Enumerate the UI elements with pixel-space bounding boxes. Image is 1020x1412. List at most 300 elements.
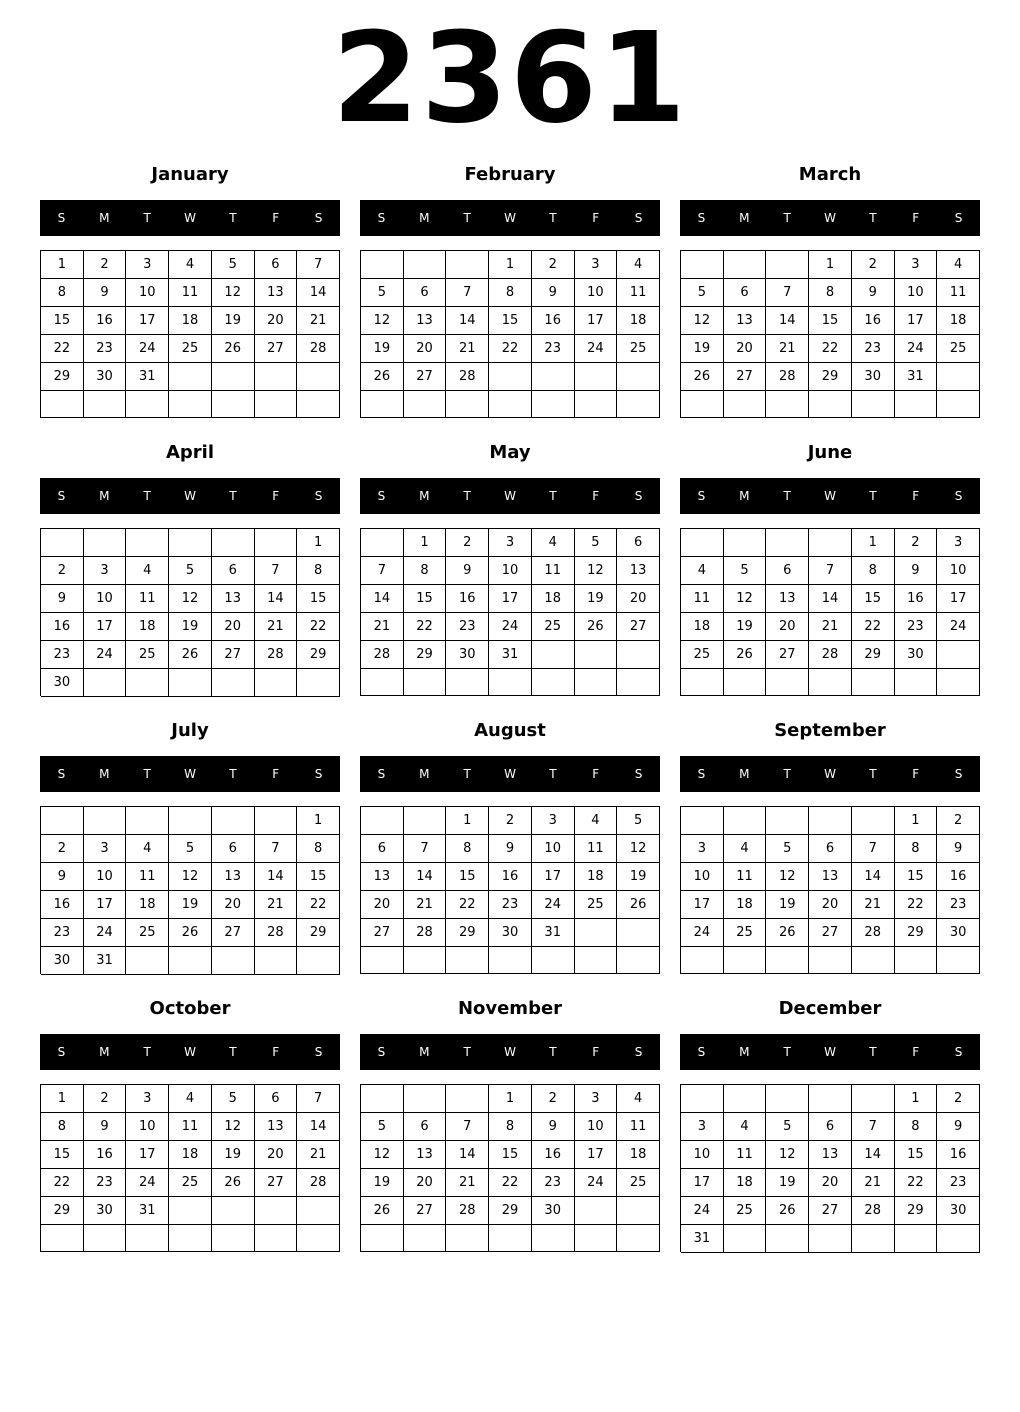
day-cell: 22 (895, 891, 938, 919)
day-cell: 7 (361, 557, 404, 585)
day-cell: 30 (84, 363, 127, 391)
day-cell: 2 (84, 1085, 127, 1113)
month-name: March (798, 164, 862, 185)
day-cell: 25 (617, 1169, 660, 1197)
day-cell: 2 (852, 251, 895, 279)
day-cell: 2 (937, 807, 980, 835)
empty-cell (446, 1225, 489, 1252)
day-cell: 7 (297, 1085, 340, 1113)
day-cell: 6 (255, 1085, 298, 1113)
day-cell: 1 (489, 251, 532, 279)
month-october (40, 994, 340, 1218)
day-cell: 15 (489, 1141, 532, 1169)
day-cell: 27 (404, 363, 447, 391)
weekday-header (40, 1034, 340, 1070)
day-cell: 28 (852, 1197, 895, 1225)
weekday-label: W (824, 489, 836, 503)
empty-cell (681, 251, 724, 279)
day-cell: 31 (532, 919, 575, 947)
day-cell: 29 (809, 363, 852, 391)
day-cell: 30 (895, 641, 938, 669)
empty-cell (681, 669, 724, 696)
day-cell: 25 (169, 1169, 212, 1197)
day-cell: 27 (724, 363, 767, 391)
empty-cell (126, 669, 169, 697)
day-cell: 11 (617, 279, 660, 307)
day-cell: 12 (617, 835, 660, 863)
day-cell: 1 (895, 1085, 938, 1113)
day-cell: 11 (532, 557, 575, 585)
day-cell: 28 (404, 919, 447, 947)
weekday-label: W (184, 767, 196, 781)
day-cell: 21 (809, 613, 852, 641)
weekday-label: T (869, 489, 877, 503)
weekday-header (360, 200, 660, 236)
day-cell: 20 (212, 613, 255, 641)
weekday-label: S (697, 1045, 706, 1059)
day-cell: 18 (169, 307, 212, 335)
weekday-label: S (634, 489, 643, 503)
weekday-label: M (739, 489, 750, 503)
day-cell: 20 (404, 335, 447, 363)
weekday-label: T (229, 767, 237, 781)
day-grid (680, 250, 980, 418)
day-cell: 10 (126, 1113, 169, 1141)
day-cell: 26 (766, 1197, 809, 1225)
weekday-header (40, 478, 340, 514)
month-july (40, 716, 340, 968)
month-march (680, 160, 980, 384)
day-cell: 13 (809, 863, 852, 891)
day-cell: 23 (84, 335, 127, 363)
weekday-header (680, 1034, 980, 1070)
day-cell: 15 (809, 307, 852, 335)
weekday-label: S (314, 489, 323, 503)
weekday-label: T (463, 489, 471, 503)
day-cell: 24 (681, 1197, 724, 1225)
day-cell: 29 (489, 1197, 532, 1225)
empty-cell (169, 947, 212, 975)
day-cell: 10 (489, 557, 532, 585)
day-cell: 5 (169, 557, 212, 585)
day-cell: 20 (255, 1141, 298, 1169)
day-cell: 18 (937, 307, 980, 335)
weekday-label: W (184, 489, 196, 503)
empty-cell (361, 807, 404, 835)
empty-cell (297, 1225, 340, 1252)
day-cell: 5 (361, 279, 404, 307)
day-cell: 31 (126, 363, 169, 391)
weekday-label: F (592, 767, 600, 781)
day-cell: 3 (681, 1113, 724, 1141)
day-cell: 11 (724, 1141, 767, 1169)
day-cell: 27 (212, 641, 255, 669)
weekday-label: M (419, 1045, 430, 1059)
day-cell: 6 (212, 835, 255, 863)
day-cell: 23 (446, 613, 489, 641)
day-cell: 21 (255, 613, 298, 641)
day-cell: 21 (297, 307, 340, 335)
day-cell: 30 (937, 919, 980, 947)
day-cell: 26 (212, 1169, 255, 1197)
day-cell: 20 (809, 891, 852, 919)
day-cell: 6 (809, 1113, 852, 1141)
day-cell: 7 (852, 835, 895, 863)
day-cell: 20 (255, 307, 298, 335)
weekday-label: M (99, 211, 110, 225)
day-cell: 15 (297, 585, 340, 613)
day-cell: 22 (404, 613, 447, 641)
day-cell: 12 (681, 307, 724, 335)
day-cell: 1 (895, 807, 938, 835)
day-cell: 18 (617, 1141, 660, 1169)
day-cell: 31 (126, 1197, 169, 1225)
weekday-header (680, 200, 980, 236)
day-cell: 26 (681, 363, 724, 391)
day-cell: 11 (169, 279, 212, 307)
day-cell: 16 (489, 863, 532, 891)
empty-cell (766, 947, 809, 974)
day-cell: 30 (84, 1197, 127, 1225)
day-cell: 22 (446, 891, 489, 919)
weekday-label: S (634, 767, 643, 781)
day-cell: 10 (84, 863, 127, 891)
empty-cell (41, 391, 84, 418)
empty-cell (41, 1225, 84, 1252)
empty-cell (169, 391, 212, 418)
day-cell: 18 (575, 863, 618, 891)
day-cell: 5 (681, 279, 724, 307)
empty-cell (809, 1225, 852, 1253)
day-cell: 11 (617, 1113, 660, 1141)
weekday-label: S (697, 489, 706, 503)
empty-cell (809, 529, 852, 557)
empty-cell (489, 1225, 532, 1252)
day-cell: 25 (617, 335, 660, 363)
day-cell: 28 (446, 1197, 489, 1225)
day-cell: 5 (766, 835, 809, 863)
month-name: April (165, 442, 215, 463)
weekday-label: T (229, 489, 237, 503)
day-cell: 23 (532, 1169, 575, 1197)
empty-cell (84, 669, 127, 697)
weekday-label: T (549, 1045, 557, 1059)
day-cell: 29 (41, 363, 84, 391)
empty-cell (169, 1225, 212, 1252)
day-cell: 23 (895, 613, 938, 641)
weekday-label: S (954, 1045, 963, 1059)
weekday-label: W (824, 767, 836, 781)
day-cell: 5 (575, 529, 618, 557)
weekday-label: M (419, 767, 430, 781)
day-cell: 25 (532, 613, 575, 641)
day-cell: 25 (169, 335, 212, 363)
weekday-header (360, 756, 660, 792)
empty-cell (255, 1197, 298, 1225)
empty-cell (937, 1225, 980, 1253)
empty-cell (404, 947, 447, 974)
weekday-label: S (634, 211, 643, 225)
day-cell: 8 (852, 557, 895, 585)
day-cell: 29 (41, 1197, 84, 1225)
month-november (360, 994, 660, 1218)
day-cell: 7 (297, 251, 340, 279)
day-cell: 7 (446, 279, 489, 307)
day-cell: 16 (937, 863, 980, 891)
empty-cell (724, 529, 767, 557)
day-cell: 15 (895, 863, 938, 891)
day-cell: 11 (937, 279, 980, 307)
day-cell: 12 (212, 1113, 255, 1141)
empty-cell (446, 1085, 489, 1113)
empty-cell (212, 947, 255, 975)
day-cell: 13 (809, 1141, 852, 1169)
day-cell: 15 (297, 863, 340, 891)
day-cell: 6 (766, 557, 809, 585)
day-cell: 13 (212, 863, 255, 891)
empty-cell (489, 669, 532, 696)
day-cell: 5 (169, 835, 212, 863)
month-name: December (778, 998, 882, 1019)
day-cell: 14 (361, 585, 404, 613)
day-cell: 7 (809, 557, 852, 585)
month-december (680, 994, 980, 1246)
day-cell: 3 (126, 251, 169, 279)
day-cell: 4 (724, 1113, 767, 1141)
weekday-label: S (377, 211, 386, 225)
empty-cell (126, 529, 169, 557)
empty-cell (212, 363, 255, 391)
day-cell: 17 (126, 307, 169, 335)
empty-cell (895, 1225, 938, 1253)
weekday-label: S (314, 1045, 323, 1059)
empty-cell (297, 1197, 340, 1225)
weekday-label: F (912, 489, 920, 503)
day-cell: 21 (255, 891, 298, 919)
day-cell: 27 (255, 335, 298, 363)
day-cell: 2 (84, 251, 127, 279)
day-cell: 29 (297, 919, 340, 947)
empty-cell (575, 641, 618, 669)
empty-cell (255, 1225, 298, 1252)
day-cell: 9 (532, 279, 575, 307)
weekday-label: F (592, 489, 600, 503)
day-cell: 1 (297, 807, 340, 835)
day-cell: 22 (297, 891, 340, 919)
day-cell: 27 (809, 919, 852, 947)
empty-cell (852, 947, 895, 974)
weekday-label: S (57, 211, 66, 225)
day-cell: 10 (895, 279, 938, 307)
day-cell: 24 (575, 335, 618, 363)
empty-cell (575, 1225, 618, 1252)
day-cell: 14 (255, 863, 298, 891)
day-cell: 17 (681, 891, 724, 919)
day-cell: 28 (766, 363, 809, 391)
day-cell: 19 (617, 863, 660, 891)
day-cell: 25 (575, 891, 618, 919)
day-cell: 18 (724, 891, 767, 919)
day-cell: 17 (895, 307, 938, 335)
day-cell: 23 (84, 1169, 127, 1197)
day-cell: 22 (41, 335, 84, 363)
empty-cell (361, 391, 404, 418)
day-cell: 28 (446, 363, 489, 391)
day-cell: 16 (41, 613, 84, 641)
empty-cell (766, 669, 809, 696)
weekday-label: S (954, 211, 963, 225)
day-cell: 21 (852, 891, 895, 919)
month-name: June (807, 442, 853, 463)
day-cell: 18 (681, 613, 724, 641)
weekday-label: W (824, 211, 836, 225)
day-cell: 15 (404, 585, 447, 613)
empty-cell (169, 807, 212, 835)
empty-cell (575, 1197, 618, 1225)
empty-cell (126, 1225, 169, 1252)
day-cell: 12 (361, 307, 404, 335)
day-cell: 17 (532, 863, 575, 891)
day-cell: 24 (681, 919, 724, 947)
empty-cell (766, 807, 809, 835)
day-cell: 8 (489, 279, 532, 307)
day-grid (680, 528, 980, 696)
day-cell: 13 (404, 1141, 447, 1169)
day-cell: 13 (404, 307, 447, 335)
day-cell: 17 (84, 613, 127, 641)
day-cell: 9 (852, 279, 895, 307)
day-cell: 15 (489, 307, 532, 335)
empty-cell (617, 919, 660, 947)
month-name: January (151, 164, 229, 185)
empty-cell (489, 947, 532, 974)
day-cell: 16 (41, 891, 84, 919)
empty-cell (446, 669, 489, 696)
day-cell: 26 (617, 891, 660, 919)
day-cell: 1 (446, 807, 489, 835)
weekday-label: M (739, 1045, 750, 1059)
day-cell: 1 (809, 251, 852, 279)
empty-cell (212, 391, 255, 418)
weekday-label: W (184, 211, 196, 225)
day-cell: 4 (169, 251, 212, 279)
weekday-label: W (824, 1045, 836, 1059)
empty-cell (126, 947, 169, 975)
weekday-label: T (143, 489, 151, 503)
day-cell: 4 (126, 835, 169, 863)
day-cell: 29 (895, 919, 938, 947)
weekday-label: M (739, 767, 750, 781)
empty-cell (937, 641, 980, 669)
day-cell: 10 (937, 557, 980, 585)
day-cell: 6 (617, 529, 660, 557)
empty-cell (724, 947, 767, 974)
day-grid (680, 806, 980, 974)
day-cell: 12 (766, 863, 809, 891)
weekday-label: S (57, 489, 66, 503)
day-cell: 8 (489, 1113, 532, 1141)
weekday-label: T (143, 1045, 151, 1059)
day-cell: 25 (937, 335, 980, 363)
day-cell: 26 (575, 613, 618, 641)
weekday-label: F (912, 211, 920, 225)
day-cell: 30 (532, 1197, 575, 1225)
day-cell: 21 (361, 613, 404, 641)
day-cell: 25 (681, 641, 724, 669)
day-cell: 7 (255, 557, 298, 585)
day-cell: 10 (126, 279, 169, 307)
day-cell: 2 (532, 1085, 575, 1113)
month-name: August (474, 720, 546, 741)
day-cell: 7 (852, 1113, 895, 1141)
weekday-label: S (954, 767, 963, 781)
day-cell: 10 (681, 863, 724, 891)
empty-cell (766, 529, 809, 557)
weekday-label: T (869, 767, 877, 781)
month-may (360, 438, 660, 662)
day-cell: 14 (809, 585, 852, 613)
weekday-label: F (272, 1045, 280, 1059)
year-title: 2361 (332, 6, 688, 151)
empty-cell (937, 947, 980, 974)
day-cell: 27 (212, 919, 255, 947)
day-cell: 11 (681, 585, 724, 613)
weekday-header (360, 1034, 660, 1070)
day-cell: 12 (724, 585, 767, 613)
day-cell: 28 (852, 919, 895, 947)
day-grid (40, 250, 340, 418)
empty-cell (297, 363, 340, 391)
day-cell: 28 (809, 641, 852, 669)
day-cell: 14 (297, 279, 340, 307)
empty-cell (724, 391, 767, 418)
empty-cell (617, 1225, 660, 1252)
weekday-label: F (272, 489, 280, 503)
day-cell: 30 (41, 669, 84, 697)
day-cell: 19 (212, 307, 255, 335)
day-cell: 29 (297, 641, 340, 669)
empty-cell (404, 807, 447, 835)
weekday-label: W (184, 1045, 196, 1059)
day-cell: 21 (852, 1169, 895, 1197)
day-cell: 21 (766, 335, 809, 363)
day-cell: 30 (852, 363, 895, 391)
day-cell: 22 (852, 613, 895, 641)
day-cell: 3 (489, 529, 532, 557)
weekday-label: S (954, 489, 963, 503)
day-cell: 12 (575, 557, 618, 585)
weekday-label: M (99, 767, 110, 781)
day-cell: 17 (937, 585, 980, 613)
weekday-label: S (314, 211, 323, 225)
weekday-label: S (377, 767, 386, 781)
day-cell: 8 (297, 835, 340, 863)
empty-cell (404, 1225, 447, 1252)
empty-cell (681, 1085, 724, 1113)
weekday-label: T (463, 1045, 471, 1059)
day-cell: 23 (937, 891, 980, 919)
month-name: September (774, 720, 886, 741)
day-cell: 13 (724, 307, 767, 335)
day-cell: 21 (446, 335, 489, 363)
day-cell: 24 (84, 919, 127, 947)
day-cell: 13 (212, 585, 255, 613)
day-cell: 3 (895, 251, 938, 279)
day-cell: 27 (617, 613, 660, 641)
day-cell: 26 (212, 335, 255, 363)
day-cell: 31 (681, 1225, 724, 1253)
day-cell: 6 (404, 279, 447, 307)
